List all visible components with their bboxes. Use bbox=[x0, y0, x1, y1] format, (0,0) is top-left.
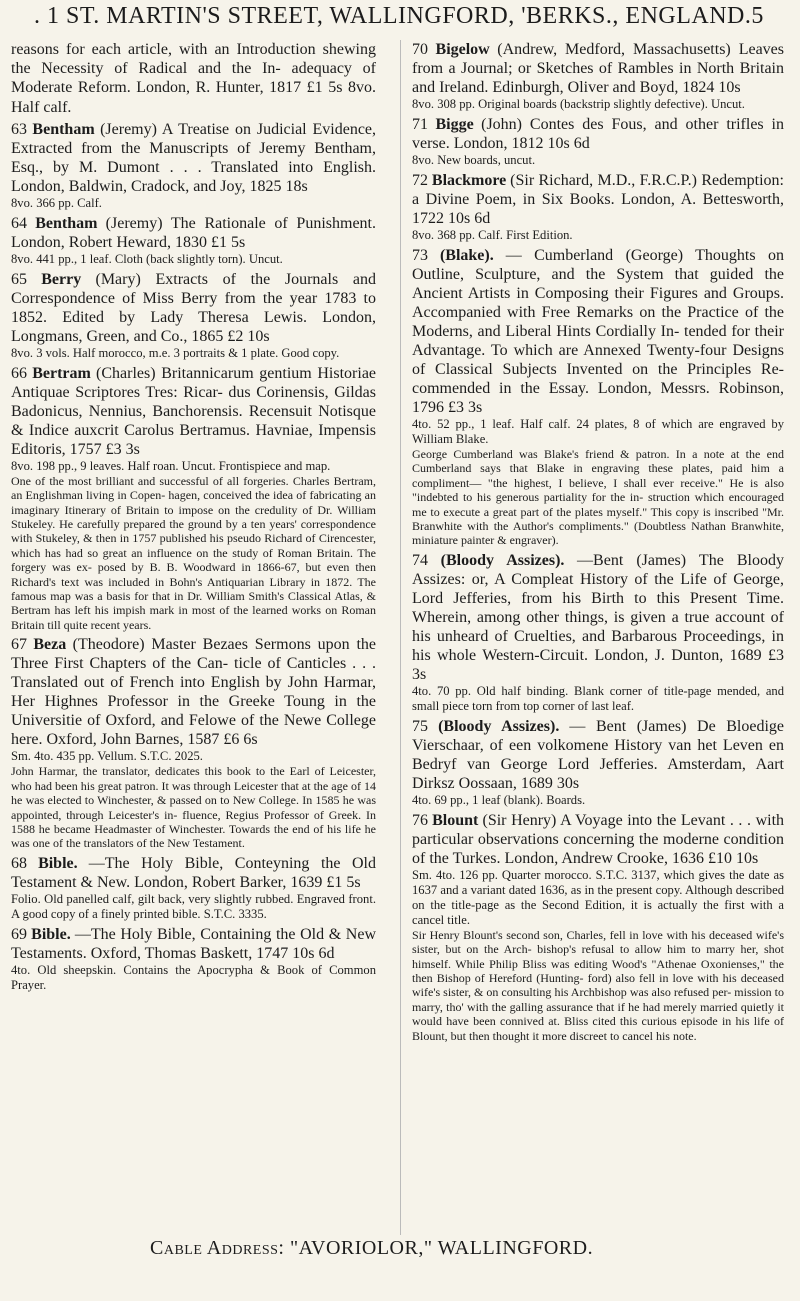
entry-author: Bible. bbox=[31, 925, 71, 943]
entry-title: (Mary) Extracts of the Journals and Correspondence of Miss Berry from the year 1783 to 1852. Edited by Lady Theresa Lewis. London, Longmans, Green, and Co., 1865 £2 10s bbox=[11, 270, 376, 345]
entry-title: (Andrew, Medford, Massachusetts) Leaves from a Journal; or Sketches of Rambles in North Britain and Ireland. Edinburgh, Oliver and Boyd, 1824 10s bbox=[412, 41, 784, 96]
page-number: 5 bbox=[751, 3, 764, 29]
entry-title: — Bent (James) De Bloedige Vierschaar, of een volkomene History van het Leven en Bedryf van George Lord Jefferies. Amsterdam, Aart Dirksz Oossaan, 1689 30s bbox=[412, 717, 784, 792]
entry-title: —The Holy Bible, Conteyning the Old Testament & New. London, Robert Barker, 1639 £1 5s bbox=[11, 854, 376, 891]
footer bbox=[150, 1237, 593, 1260]
continuation-text: reasons for each article, with an Introduction shewing the Necessity of Radical and the In- adequacy of Moderate Reform. London, R. Hunter, 1817 £1 5s 8vo. Half calf. bbox=[11, 41, 376, 116]
entry-note: Sir Henry Blount's second son, Charles, fell in love with his deceased wife's sister, but on the Arch- bishop's refusal to allow him to marry her, shot himself. While Philip Bliss was editing Wood's "Athenae Oxonienses," the then Bishop of Hereford (Hunting- ford) also fell in love with his deceased wife's sister, & on consulting his Archbishop was also refused per- mission to marry, tho' with the galling assurance that if he had merely married quietly it would have been connived at. Bliss cited this curious episode in his life of Blount, but then thought it more discreet to cancel his note. bbox=[412, 927, 784, 1043]
entry-author: Beza bbox=[33, 636, 67, 654]
entry-collation: 8vo. 308 pp. Original boards (backstrip slightly defective). Uncut. bbox=[412, 97, 745, 111]
entry-note: George Cumberland was Blake's friend & patron. In a note at the end Cumberland says that Blake in engraving these plates, paid him a compliment— "the highest, I believe, I shall ever receive." He is also "indebted to his generous partiality for the in- struction which encouraged me to execute a great part of the plates myself." This copy is inscribed "Mr. Branwhite with the Author's compliments." (Doubtless Nathan Branwhite, miniature painter & engraver). bbox=[412, 447, 784, 548]
catalogue-entry bbox=[412, 717, 784, 808]
entry-title: —Bent (James) The Bloody Assizes: or, A Compleat History of the Life of George, Lord Jefferies, from his Birth to this Present Time. Wherein, among other things, is given a true account of his unheard of Cruelties, and Barbarous Proceedings, in his whole Western-Circuit. London, J. Dunton, 1689 £3 3s bbox=[412, 551, 784, 683]
entry-title: (Charles) Britannicarum gentium Historiae Antiquae Scriptores Tres: Ricar- dus Corinensis, Gildas Badonicus, Nennius, Banchorensis. Recensuit Notisque & Indice auxcrit Carolus Bertramus. Havniae, Impensis Editoris, 1757 £3 3s bbox=[11, 364, 376, 458]
entry-title: (Theodore) Master Bezaes Sermons upon the Three First Chapters of the Can- ticle of Canticles . . . Translated out of French into English by John Harmar, Her Highnes Professor in the Greeke Toung in the Universitie of Oxford, and Felowe of the Newe College here. Oxford, John Barnes, 1587 £6 6s bbox=[11, 636, 376, 749]
header-address: . 1 ST. MARTIN'S STREET, WALLINGFORD, 'BERKS., ENGLAND. bbox=[34, 3, 752, 29]
entry-author: (Blake). bbox=[439, 247, 494, 264]
entry-author: Bible. bbox=[38, 854, 78, 872]
entry-number: 69 bbox=[11, 925, 27, 943]
catalogue-entry bbox=[412, 246, 784, 548]
entry-author: Berry bbox=[41, 270, 82, 288]
entry-author: Bigge bbox=[435, 116, 474, 133]
catalogue-entry bbox=[412, 171, 784, 243]
entry-collation: 8vo. 366 pp. Calf. bbox=[11, 195, 102, 210]
entry-number: 65 bbox=[11, 270, 27, 288]
left-column bbox=[11, 40, 376, 996]
column-divider bbox=[400, 40, 401, 1235]
entry-collation: 8vo. 198 pp., 9 leaves. Half roan. Uncut. Frontispiece and map. bbox=[11, 458, 331, 473]
entry-author: Bertram bbox=[32, 364, 91, 382]
right-column bbox=[412, 40, 784, 1046]
catalogue-entry bbox=[11, 214, 376, 267]
entry-number: 66 bbox=[11, 364, 27, 382]
footer-address: "AVORIOLOR," WALLINGFORD. bbox=[289, 1237, 594, 1259]
entry-number: 72 bbox=[412, 172, 428, 189]
entry-collation: Sm. 4to. 126 pp. Quarter morocco. S.T.C. 3137, which gives the date as 1637 and a variant dated 1636, as in the present copy. Although described on the title-page as the Second Edition, it is actually the first with a cancel title. bbox=[412, 867, 784, 927]
entry-number: 67 bbox=[11, 636, 27, 654]
entry-collation: Folio. Old panelled calf, gilt back, very slightly rubbed. Engraved front. A good copy of a finely printed bible. S.T.C. 3335. bbox=[11, 891, 376, 921]
entry-collation: 4to. 52 pp., 1 leaf. Half calf. 24 plates, 8 of which are engraved by William Blake. bbox=[412, 417, 784, 446]
entry-collation: 4to. 70 pp. Old half binding. Blank corner of title-page mended, and small piece torn from top corner of last leaf. bbox=[412, 683, 784, 713]
entry-number: 76 bbox=[412, 811, 428, 829]
catalogue-entry bbox=[11, 364, 376, 632]
catalogue-entry bbox=[412, 811, 784, 1043]
entry-author: Bentham bbox=[35, 214, 98, 232]
running-head bbox=[34, 3, 764, 30]
entry-author: Blount bbox=[432, 811, 479, 829]
entry-number: 74 bbox=[412, 551, 428, 569]
entry-title: —The Holy Bible, Containing the Old & New Testaments. Oxford, Thomas Baskett, 1747 10s 6d bbox=[11, 925, 376, 962]
entry-author: Blackmore bbox=[431, 172, 507, 189]
catalogue-entry bbox=[11, 120, 376, 211]
entry-title: (John) Contes des Fous, and other trifles in verse. London, 1812 10s 6d bbox=[412, 116, 784, 152]
entry-number: 64 bbox=[11, 214, 27, 232]
entry-title: (Jeremy) The Rationale of Punishment. London, Robert Heward, 1830 £1 5s bbox=[11, 214, 376, 251]
entry-author: Bigelow bbox=[435, 41, 490, 58]
entry-collation: 4to. Old sheepskin. Contains the Apocrypha & Book of Common Prayer. bbox=[11, 962, 376, 992]
entry-collation: Sm. 4to. 435 pp. Vellum. S.T.C. 2025. bbox=[11, 749, 203, 764]
entry-number: 75 bbox=[412, 717, 428, 735]
entry-collation: 8vo. 368 pp. Calf. First Edition. bbox=[412, 228, 573, 242]
entry-number: 63 bbox=[11, 120, 27, 138]
entry-number: 70 bbox=[412, 41, 428, 58]
entry-number: 71 bbox=[412, 116, 428, 133]
catalogue-entry bbox=[412, 551, 784, 714]
catalogue-entry bbox=[412, 115, 784, 168]
entry-collation: 8vo. 3 vols. Half morocco, m.e. 3 portraits & 1 plate. Good copy. bbox=[11, 345, 340, 360]
catalogue-entry bbox=[11, 854, 376, 922]
entry-title: (Jeremy) A Treatise on Judicial Evidence, Extracted from the Manuscripts of Jeremy Bentham, Esq., by M. Dumont . . . Translated into English. London, Baldwin, Cradock, and Joy, 1825 18s bbox=[11, 120, 376, 195]
entry-author: (Bloody Assizes). bbox=[440, 551, 565, 569]
entry-number: 73 bbox=[412, 247, 428, 264]
entry-note: John Harmar, the translator, dedicates this book to the Earl of Leicester, who had been his great patron. It was through Leicester that at the age of 14 he was elected to Winchester, & passed on to New College. In 1585 he was appointed, through Leicester's in- fluence, Regius Professor of Greek. In 1588 he became Headmaster of Winchester. Towards the end of his life he was one of the translators of the New Testament. bbox=[11, 764, 376, 851]
entry-author: (Bloody Assizes). bbox=[438, 717, 560, 735]
entry-note: One of the most brilliant and successful of all forgeries. Charles Bertram, an Englishman living in Copen- hagen, conceived the idea of fabricating an imaginary Itinerary of Britain to impose on the credulity of Dr. William Stukeley. He carefully prepared the ground by a ten years' correspondence with Stukeley, & then in 1757 published his pseudo Richard of Cirencester, which has had so great an influence on the study of Roman Britain. The forgery was ex- posed by B. B. Woodward in 1866-67, but even then Richard's text was included in Bohn's Antiquarian Library in 1872. The famous map was a basis for that in Dr. William Smith's Classical Atlas, & Bertram has left his impish mark in most of the learned works on Roman Britain till quite recent years. bbox=[11, 473, 376, 632]
catalogue-entry bbox=[11, 270, 376, 361]
entry-title: (Sir Henry) A Voyage into the Levant . . . with particular observations concerning the moderne condition of the Turkes. London, Andrew Crooke, 1636 £10 10s bbox=[412, 811, 784, 867]
catalogue-entry bbox=[412, 40, 784, 112]
entry-author: Bentham bbox=[32, 120, 95, 138]
right-entries bbox=[412, 40, 784, 1043]
catalogue-entry bbox=[11, 635, 376, 850]
entry-number: 68 bbox=[11, 854, 27, 872]
entry-title: — Cumberland (George) Thoughts on Outline, Sculpture, and the System that guided the Ancient Artists in Composing their Figures and Groups. Accompanied with Free Remarks on the Practice of the Moderns, and Liberal Hints Cordially In- tended for their Advantage. To which are Annexed Twenty-four Designs of Classical Subjects Invented on the Principles Re- commended in the Essay. London, Messrs. Robinson, 1796 £3 3s bbox=[412, 247, 784, 416]
entry-collation: 4to. 69 pp., 1 leaf (blank). Boards. bbox=[412, 792, 586, 807]
footer-label: Cable Address: bbox=[150, 1237, 285, 1259]
entry-title: (Sir Richard, M.D., F.R.C.P.) Redemption: a Divine Poem, in Six Books. London, A. Bettesworth, 1722 10s 6d bbox=[412, 172, 784, 227]
catalogue-entry bbox=[11, 925, 376, 993]
entry-collation: 8vo. 441 pp., 1 leaf. Cloth (back slightly torn). Uncut. bbox=[11, 251, 283, 266]
left-entries bbox=[11, 120, 376, 993]
entry-collation: 8vo. New boards, uncut. bbox=[412, 153, 536, 167]
